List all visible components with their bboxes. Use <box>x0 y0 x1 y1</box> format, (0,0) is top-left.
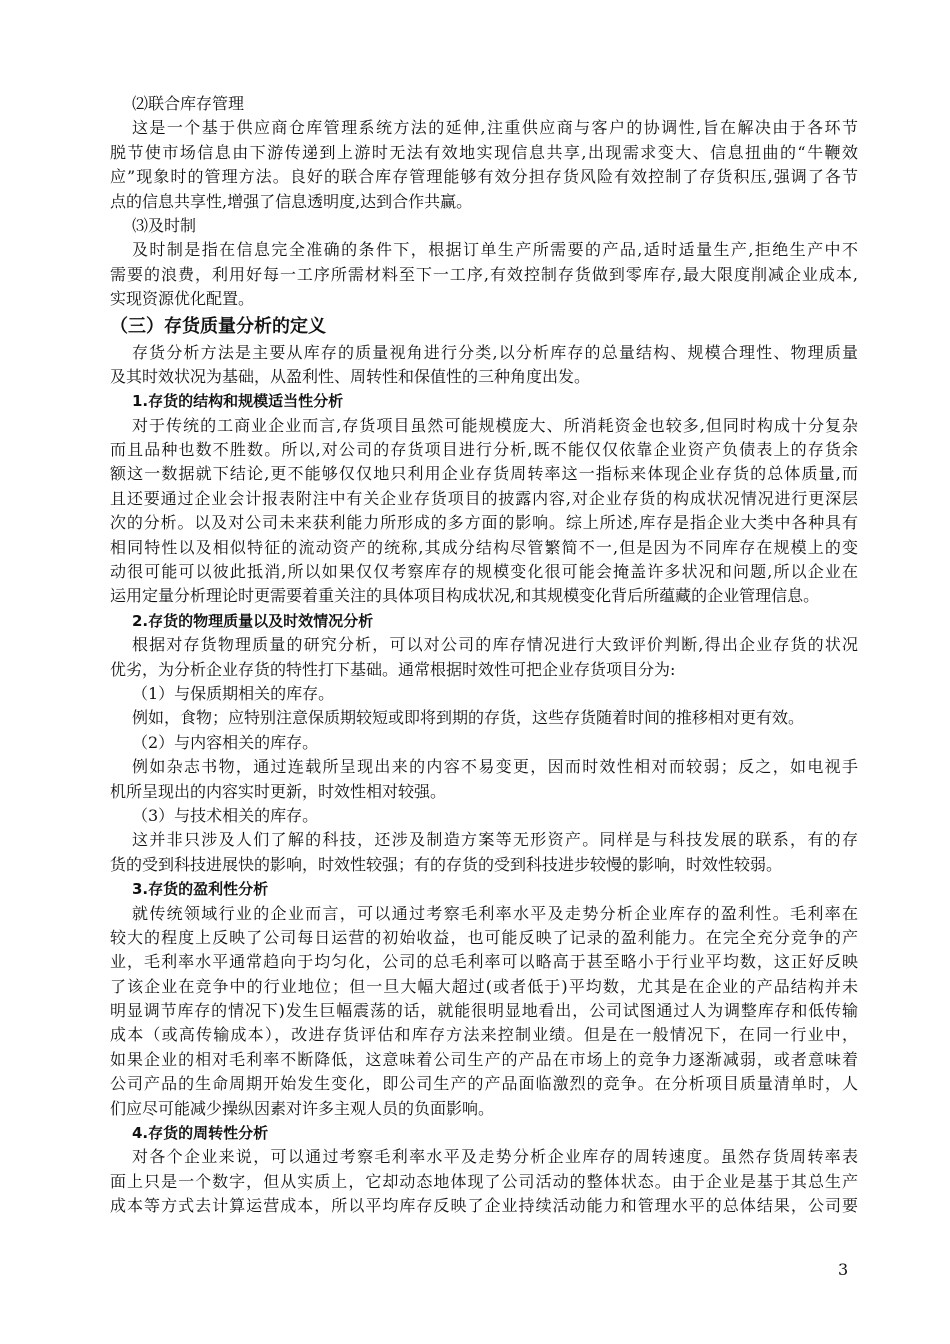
paragraph-line: 额这一数据就下结论,更不能够仅仅地只利用企业存货周转率这一指标来体现企业存货的总体质量,而 <box>110 464 858 484</box>
paragraph-line: 成本（或高传输成本），改进存货评估和库存方法来控制业绩。但是在一般情况下，在同一行业中， <box>110 1025 858 1045</box>
paragraph-line: 了该企业在竞争中的行业地位；但一旦大幅大超过(或者低于)平均数，尤其是在企业的产品结构并未 <box>110 976 858 996</box>
paragraph-line: 及其时效状况为基础，从盈利性、周转性和保值性的三种角度出发。 <box>110 366 591 386</box>
paragraph-line: 如果企业的相对毛利率不断降低，这意味着公司生产的产品在市场上的竞争力逐渐减弱，或者意味着 <box>110 1049 858 1069</box>
paragraph-line: 次的分析。以及对公司未来获利能力所形成的多方面的影响。综上所述,库存是指企业大类中各种具有 <box>110 513 858 533</box>
paragraph-line: 这并非只涉及人们了解的科技，还涉及制造方案等无形资产。同样是与科技发展的联系，有的存 <box>132 830 858 850</box>
paragraph-line: 货的受到科技进展快的影响，时效性较强；有的存货的受到科技进步较慢的影响，时效性较弱。 <box>110 854 783 874</box>
section-heading: （三）存货质量分析的定义 <box>110 315 326 337</box>
paragraph-line: 面上只是一个数字，但从实质上，它却动态地体现了公司活动的整体状态。由于企业是基于其总生产 <box>110 1171 858 1191</box>
paragraph-line: 且还要通过企业会计报表附注中有关企业存货项目的披露内容,对企业存货的构成状况情况进行更深层 <box>110 488 858 508</box>
page-number: 3 <box>838 1260 849 1279</box>
list-label: （2）与内容相关的库存。 <box>132 732 319 752</box>
paragraph-line: 运用定量分析理论时更需要着重关注的具体项目构成状况,和其规模变化背后所蕴藏的企业管理信息。 <box>110 586 820 606</box>
paragraph-line: 业，毛利率水平通常趋向于均匀化，公司的总毛利率可以略高于甚至略小于行业平均数，这正好反映 <box>110 952 858 972</box>
paragraph-line: 优劣，为分析企业存货的特性打下基础。通常根据时效性可把企业存货项目分为: <box>110 659 676 679</box>
paragraph-line: 对于传统的工商业企业而言,存货项目虽然可能规模庞大、所消耗资金也较多,但同时构成十分复杂 <box>132 415 858 435</box>
paragraph-line: 明显调节库存的情况下)发生巨幅震荡的话，就能很明显地看出，公司试图通过人为调整库存和低传输 <box>110 1001 858 1021</box>
paragraph-line: 存货分析方法是主要从库存的质量视角进行分类,以分析库存的总量结构、规模合理性、物理质量 <box>132 342 858 362</box>
paragraph-line: 这是一个基于供应商仓库管理系统方法的延伸,注重供应商与客户的协调性,旨在解决由于各环节 <box>132 118 858 138</box>
paragraph-line: 点的信息共享性,增强了信息透明度,达到合作共赢。 <box>110 191 473 211</box>
list-label: ⑶及时制 <box>132 215 197 235</box>
list-label: ⑵联合库存管理 <box>132 94 245 113</box>
paragraph-line: 动很可能可以彼此抵消,所以如果仅仅考察库存的规模变化很可能会掩盖许多状况和问题,所以企业在 <box>110 562 858 582</box>
paragraph-line: 而且品种也数不胜数。所以,对公司的存货项目进行分析,既不能仅仅依靠企业资产负债表上的存货余 <box>110 440 858 460</box>
paragraph-line: 应”现象时的管理方法。良好的联合库存管理能够有效分担存货风险有效控制了存货积压,强调了各节 <box>110 167 858 187</box>
paragraph-line: 根据对存货物理质量的研究分析，可以对公司的库存情况进行大致评价判断,得出企业存货的状况 <box>132 635 858 655</box>
paragraph-line: 需要的浪费，利用好每一工序所需材料至下一工序,有效控制存货做到零库存,最大限度削减企业成本, <box>110 264 858 284</box>
document-body <box>110 92 858 1219</box>
subsection-heading: 3.存货的盈利性分析 <box>132 880 269 899</box>
subsection-heading: 4.存货的周转性分析 <box>132 1124 269 1143</box>
paragraph-line: 较大的程度上反映了公司每日运营的初始收益，也可能反映了记录的盈利能力。在完全充分竞争的产 <box>110 927 858 947</box>
list-label: （3）与技术相关的库存。 <box>132 805 319 825</box>
paragraph-line: 例如杂志书物，通过连载所呈现出来的内容不易变更，因而时效性相对而较弱；反之，如电视手 <box>132 757 858 777</box>
paragraph-line: 机所呈现出的内容实时更新，时效性相对较强。 <box>110 781 447 801</box>
paragraph-line: 脱节使市场信息由下游传递到上游时无法有效地实现信息共享,出现需求变大、信息扭曲的“牛鞭效 <box>110 142 858 162</box>
paragraph-line: 成本等方式去计算运营成本，所以平均库存反映了企业持续活动能力和管理水平的总体结果，公司要 <box>110 1196 858 1216</box>
paragraph-line: 公司产品的生命周期开始发生变化，即公司生产的产品面临激烈的竞争。在分析项目质量清单时，人 <box>110 1074 858 1094</box>
paragraph-line: 及时制是指在信息完全准确的条件下，根据订单生产所需要的产品,适时适量生产,拒绝生产中不 <box>132 240 858 260</box>
paragraph-line: 就传统领域行业的企业而言，可以通过考察毛利率水平及走势分析企业库存的盈利性。毛利率在 <box>132 903 858 923</box>
paragraph-line: 例如，食物；应特别注意保质期较短或即将到期的存货，这些存货随着时间的推移相对更有效。 <box>132 708 805 728</box>
paragraph-line: 相同特性以及相似特征的流动资产的统称,其成分结构尽管繁简不一,但是因为不同库存在规模上的变 <box>110 537 858 557</box>
paragraph-line: 实现资源优化配置。 <box>110 289 255 309</box>
subsection-heading: 2.存货的物理质量以及时效情况分析 <box>132 611 374 630</box>
subsection-heading: 1.存货的结构和规模适当性分析 <box>132 392 344 411</box>
paragraph-line: 对各个企业来说，可以通过考察毛利率水平及走势分析企业库存的周转速度。虽然存货周转率表 <box>132 1147 858 1167</box>
list-label: （1）与保质期相关的库存。 <box>132 683 335 703</box>
paragraph-line: 们应尽可能减少操纵因素对许多主观人员的负面影响。 <box>110 1098 495 1118</box>
